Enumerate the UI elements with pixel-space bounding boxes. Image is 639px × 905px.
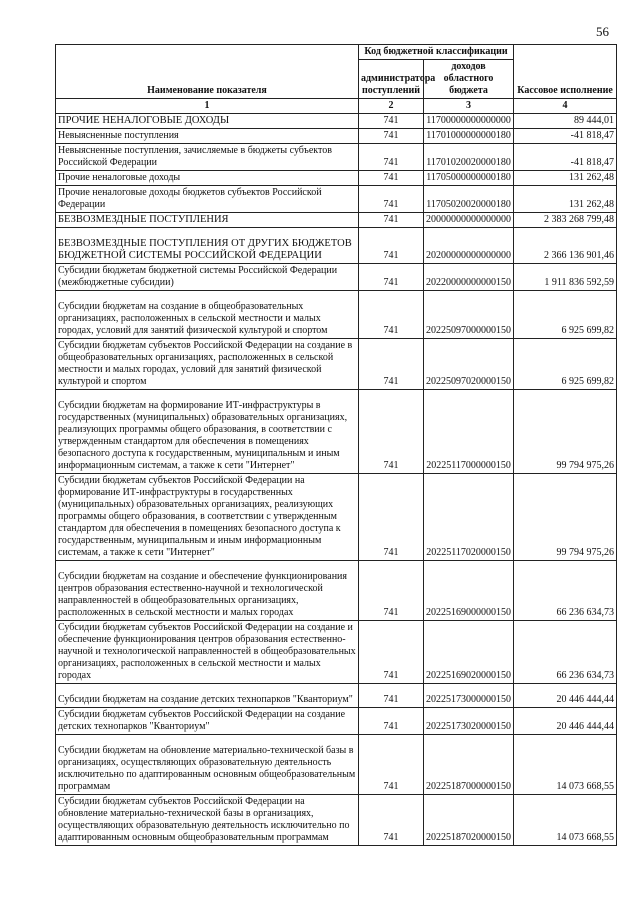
row-admin-code: 741 [359,474,424,561]
row-income-code: 20225169020000150 [424,621,514,684]
row-amount: -41 818,47 [514,144,617,171]
row-name: Субсидии бюджетам субъектов Российской Федерации на создание и обеспечение функционирования центров образования естественно-научной и технологической направленностей в общеобразовательных организациях, расположенных в сельской местности и малых городах [56,621,359,684]
row-admin-code: 741 [359,684,424,708]
row-admin-code: 741 [359,171,424,186]
header-cash-column: Кассовое исполнение [514,45,617,99]
row-income-code: 20225173000000150 [424,684,514,708]
row-amount: 20 446 444,44 [514,708,617,735]
row-amount: 131 262,48 [514,171,617,186]
table-row [56,339,617,390]
table-row [56,264,617,291]
row-name: БЕЗВОЗМЕЗДНЫЕ ПОСТУПЛЕНИЯ [56,213,359,228]
row-income-code: 11701020020000180 [424,144,514,171]
table-row [56,795,617,846]
row-admin-code: 741 [359,213,424,228]
row-amount: 6 925 699,82 [514,291,617,339]
row-income-code: 20225097000000150 [424,291,514,339]
row-income-code: 11700000000000000 [424,114,514,129]
table-row [56,735,617,795]
row-name: Субсидии бюджетам на создание и обеспечение функционирования центров образования естественно-научной и технологической направленностей в общеобразовательных организациях, расположенных в сельской местности и малых городах [56,561,359,621]
row-name: Субсидии бюджетам на создание в общеобразовательных организациях, расположенных в сельской местности и малых городах, условий для занятий физической культурой и спортом [56,291,359,339]
row-income-code: 20225187000000150 [424,735,514,795]
row-admin-code: 741 [359,228,424,264]
row-name: Прочие неналоговые доходы бюджетов субъектов Российской Федерации [56,186,359,213]
row-income-code: 11705000000000180 [424,171,514,186]
table-row [56,186,617,213]
header-admin-column: администратора поступлений [359,60,424,99]
row-amount: 14 073 668,55 [514,795,617,846]
row-amount: 6 925 699,82 [514,339,617,390]
row-name: Субсидии бюджетам на формирование ИТ-инфраструктуры в государственных (муниципальных) образовательных организациях, реализующих программы общего образования, в соответствии с утвержденным стандартом для обеспечения в помещениях безопасного доступа к государственным, муниципальным и иным информационным системам, а также к сети "Интернет" [56,390,359,474]
row-admin-code: 741 [359,390,424,474]
table-row [56,390,617,474]
row-admin-code: 741 [359,144,424,171]
row-name: Субсидии бюджетам субъектов Российской Федерации на создание в общеобразовательных организациях, расположенных в сельской местности и малых городах, условий для занятий физической культурой и спортом [56,339,359,390]
row-admin-code: 741 [359,339,424,390]
table-body [56,114,617,846]
row-amount: 99 794 975,26 [514,474,617,561]
row-name: Субсидии бюджетам субъектов Российской Федерации на формирование ИТ-инфраструктуры в государственных (муниципальных) образовательных организациях, реализующих программы общего образования, в соответствии с утвержденным стандартом для обеспечения в помещениях безопасного доступа к государственным, муниципальным и иным информационным системам, а также к сети "Интернет" [56,474,359,561]
row-name: Субсидии бюджетам на обновление материально-технической базы в организациях, осуществляющих образовательную деятельность исключительно по адаптированным основным общеобразовательным программам [56,735,359,795]
row-amount: 66 236 634,73 [514,621,617,684]
row-amount: 20 446 444,44 [514,684,617,708]
row-income-code: 20000000000000000 [424,213,514,228]
table-row [56,291,617,339]
row-name: Субсидии бюджетам бюджетной системы Российской Федерации (межбюджетные субсидии) [56,264,359,291]
row-admin-code: 741 [359,264,424,291]
header-income-column: доходов областного бюджета [424,60,514,99]
row-admin-code: 741 [359,795,424,846]
row-name: Прочие неналоговые доходы [56,171,359,186]
row-admin-code: 741 [359,561,424,621]
row-amount: 2 366 136 901,46 [514,228,617,264]
table-header [56,45,617,114]
row-income-code: 20225117000000150 [424,390,514,474]
row-amount: 14 073 668,55 [514,735,617,795]
table-row [56,561,617,621]
row-admin-code: 741 [359,735,424,795]
table-row [56,213,617,228]
budget-table [55,44,617,846]
row-name: Субсидии бюджетам субъектов Российской Федерации на создание детских технопарков "Кванториум" [56,708,359,735]
header-name-column: Наименование показателя [56,45,359,99]
row-amount: 1 911 836 592,59 [514,264,617,291]
table-row [56,621,617,684]
row-income-code: 20225169000000150 [424,561,514,621]
column-number: 3 [424,99,514,114]
column-number: 2 [359,99,424,114]
row-admin-code: 741 [359,291,424,339]
table-row [56,129,617,144]
row-admin-code: 741 [359,621,424,684]
row-income-code: 20225187020000150 [424,795,514,846]
row-admin-code: 741 [359,129,424,144]
row-amount: 66 236 634,73 [514,561,617,621]
header-code-group: Код бюджетной классификации [359,45,514,60]
row-name: ПРОЧИЕ НЕНАЛОГОВЫЕ ДОХОДЫ [56,114,359,129]
row-name: Субсидии бюджетам субъектов Российской Федерации на обновление материально-технической базы в организациях, осуществляющих образовательную деятельность исключительно по адаптированным основным общеобразовательным программам [56,795,359,846]
row-amount: -41 818,47 [514,129,617,144]
row-name: Невыясненные поступления, зачисляемые в бюджеты субъектов Российской Федерации [56,144,359,171]
table-row [56,684,617,708]
row-income-code: 20225173020000150 [424,708,514,735]
column-number: 4 [514,99,617,114]
row-amount: 131 262,48 [514,186,617,213]
row-amount: 2 383 268 799,48 [514,213,617,228]
table-row [56,708,617,735]
table-row [56,228,617,264]
table-row [56,144,617,171]
row-name: Невыясненные поступления [56,129,359,144]
row-income-code: 20225117020000150 [424,474,514,561]
row-admin-code: 741 [359,114,424,129]
table-row [56,474,617,561]
table-row [56,171,617,186]
row-income-code: 20225097020000150 [424,339,514,390]
column-number: 1 [56,99,359,114]
table-row [56,114,617,129]
row-admin-code: 741 [359,186,424,213]
row-name: Субсидии бюджетам на создание детских технопарков "Кванториум" [56,684,359,708]
row-income-code: 20200000000000000 [424,228,514,264]
row-income-code: 11701000000000180 [424,129,514,144]
page-number: 56 [596,24,609,39]
row-admin-code: 741 [359,708,424,735]
row-amount: 89 444,01 [514,114,617,129]
row-income-code: 11705020020000180 [424,186,514,213]
row-amount: 99 794 975,26 [514,390,617,474]
row-income-code: 20220000000000150 [424,264,514,291]
row-name: БЕЗВОЗМЕЗДНЫЕ ПОСТУПЛЕНИЯ ОТ ДРУГИХ БЮДЖЕТОВ БЮДЖЕТНОЙ СИСТЕМЫ РОССИЙСКОЙ ФЕДЕРАЦИИ [56,228,359,264]
